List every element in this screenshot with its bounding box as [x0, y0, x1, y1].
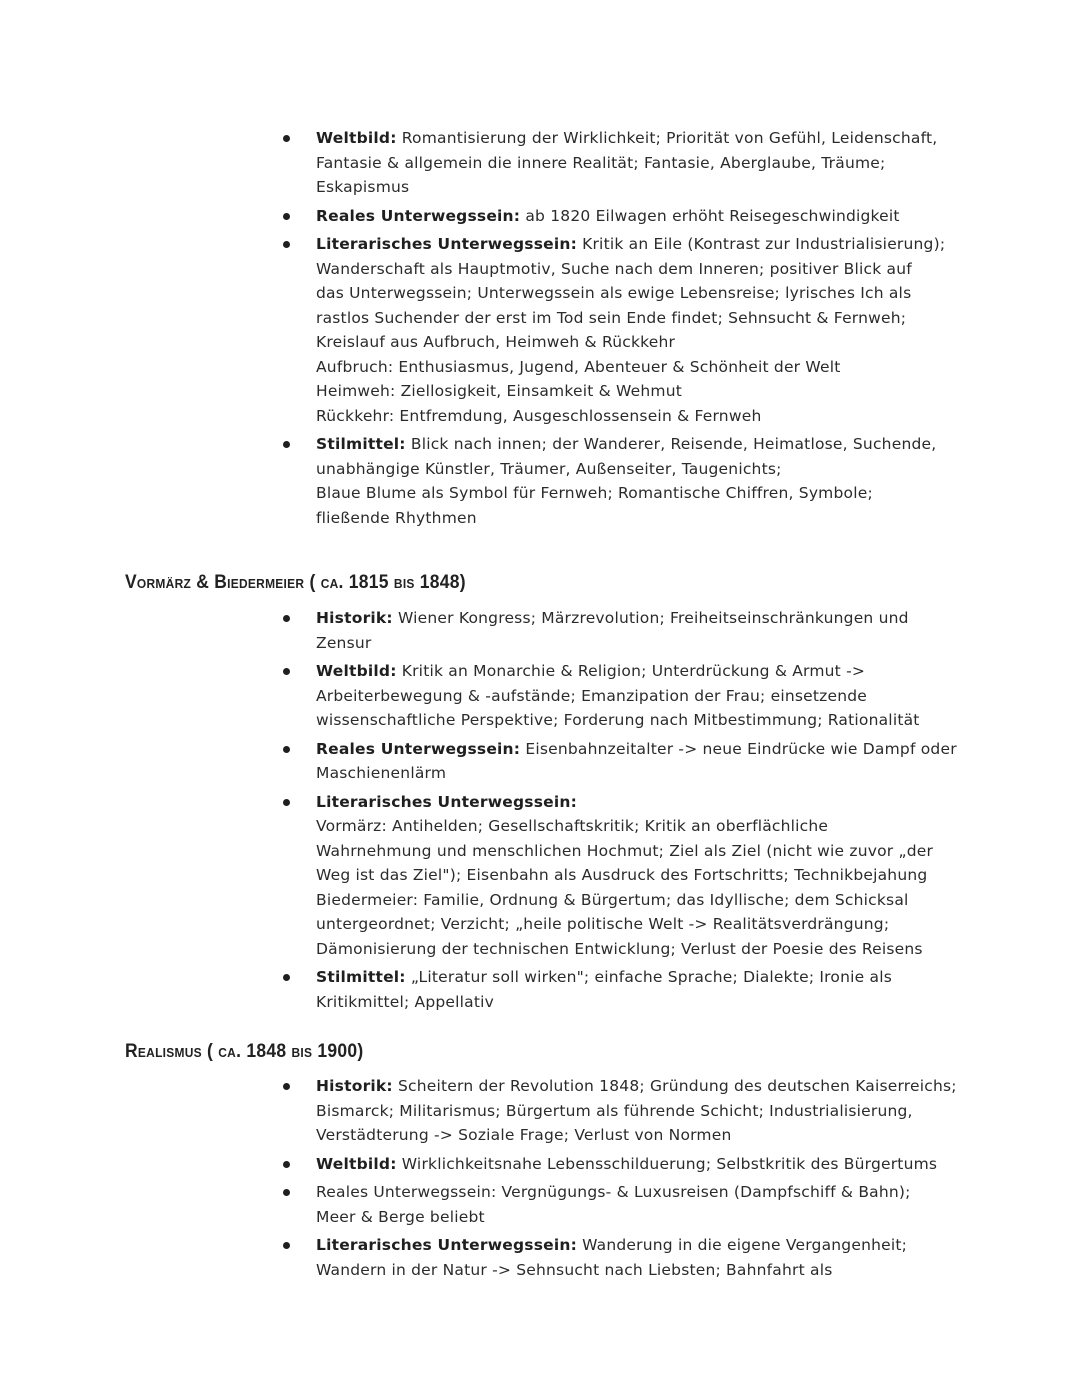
item-line: [316, 737, 980, 762]
item-line: [316, 1123, 980, 1148]
bullet-icon: [283, 615, 290, 622]
item-text: Eskapismus: [316, 178, 410, 196]
item-line: [316, 965, 980, 990]
item-text: Wahrnehmung und menschlichen Hochmut; Ziel als Ziel (nicht wie zuvor „der: [316, 841, 934, 860]
item-text: Heimweh: Ziellosigkeit, Einsamkeit & Wehmut: [316, 382, 683, 400]
item-text: Fantasie & allgemein die innere Realität; Fantasie, Aberglaube, Träume;: [316, 153, 886, 172]
item-text: Kreislauf aus Aufbruch, Heimweh & Rückkehr: [316, 333, 676, 351]
item-line: [316, 1205, 980, 1230]
item-text: Wandern in der Natur -> Sehnsucht nach Liebsten; Bahnfahrt als: [316, 1260, 833, 1279]
item-line: [316, 355, 980, 380]
list-item: [280, 1233, 980, 1282]
item-line: [316, 1152, 980, 1177]
item-text: Reales Unterwegssein: Vergnügungs- & Luxusreisen (Dampfschiff & Bahn);: [316, 1183, 911, 1201]
romantik-list: [280, 126, 980, 530]
item-text: Maschienenlärm: [316, 764, 447, 782]
list-item: [280, 1180, 980, 1229]
item-text: Wanderschaft als Hauptmotiv, Suche nach dem Inneren; positiver Blick auf: [316, 259, 912, 278]
item-term: Historik:: [316, 1077, 393, 1095]
romantik-section: [280, 126, 980, 534]
list-item: [280, 965, 980, 1014]
item-text: rastlos Suchender der erst im Tod sein Ende findet; Sehnsucht & Fernweh;: [316, 308, 907, 327]
item-line: [316, 281, 980, 306]
realismus-list: [280, 1074, 980, 1282]
item-text: Wirklichkeitsnahe Lebensschilduerung; Selbstkritik des Bürgertums: [401, 1154, 938, 1173]
item-line: [316, 790, 980, 815]
item-term: Stilmittel:: [316, 435, 406, 453]
item-text: Blaue Blume als Symbol für Fernweh; Romantische Chiffren, Symbole;: [316, 484, 873, 502]
list-item: [280, 606, 980, 655]
item-text: Blick nach innen; der Wanderer, Reisende, Heimatlose, Suchende,: [410, 435, 937, 453]
item-text: Romantisierung der Wirklichkeit; Priorität von Gefühl, Leidenschaft,: [401, 129, 938, 147]
item-line: [316, 1074, 980, 1099]
item-line: [316, 863, 980, 888]
realismus-heading: Realismus ( ca. 1848 bis 1900): [125, 1041, 364, 1062]
item-text: Wanderung in die eigene Vergangenheit;: [582, 1236, 908, 1254]
item-text: Zensur: [316, 633, 372, 652]
item-line: [316, 506, 980, 531]
list-item: [280, 204, 980, 229]
item-term: Historik:: [316, 609, 393, 627]
item-term: Reales Unterwegssein:: [316, 739, 521, 758]
item-text: Weg ist das Ziel"); Eisenbahn als Ausdruck des Fortschritts; Technikbejahung: [316, 866, 928, 884]
list-item: [280, 432, 980, 530]
item-line: [316, 257, 980, 282]
item-line: [316, 761, 980, 786]
item-term: Literarisches Unterwegssein:: [316, 1236, 577, 1254]
item-text: Wiener Kongress; Märzrevolution; Freiheitseinschränkungen und: [397, 609, 909, 627]
bullet-icon: [283, 241, 290, 248]
item-text: Aufbruch: Enthusiasmus, Jugend, Abenteuer & Schönheit der Welt: [316, 357, 841, 376]
item-line: [316, 912, 980, 937]
item-line: [316, 708, 980, 733]
item-line: [316, 481, 980, 506]
item-line: [316, 175, 980, 200]
item-line: [316, 814, 980, 839]
item-text: das Unterwegssein; Unterwegssein als ewige Lebensreise; lyrisches Ich als: [316, 284, 912, 302]
bullet-icon: [283, 799, 290, 806]
bullet-icon: [283, 974, 290, 981]
item-line: [316, 606, 980, 631]
bullet-icon: [283, 1189, 290, 1196]
item-text: untergeordnet; Verzicht; „heile politische Welt -> Realitätsverdrängung;: [316, 915, 890, 933]
bullet-icon: [283, 135, 290, 142]
item-text: Verstädterung -> Soziale Frage; Verlust von Normen: [316, 1126, 732, 1144]
item-text: „Literatur soll wirken"; einfache Sprache; Dialekte; Ironie als: [410, 968, 892, 986]
item-line: [316, 937, 980, 962]
item-line: [316, 659, 980, 684]
item-text: Arbeiterbewegung & -aufstände; Emanzipation der Frau; einsetzende: [316, 686, 868, 705]
item-text: wissenschaftliche Perspektive; Forderung nach Mitbestimmung; Rationalität: [316, 711, 920, 729]
item-line: [316, 404, 980, 429]
bullet-icon: [283, 668, 290, 675]
list-item: [280, 1074, 980, 1148]
vormaerz-section: [280, 606, 980, 1018]
item-term: Reales Unterwegssein:: [316, 206, 521, 225]
item-line: [316, 330, 980, 355]
item-line: [316, 631, 980, 656]
item-text: Kritikmittel; Appellativ: [316, 992, 495, 1011]
vormaerz-heading: Vormärz & Biedermeier ( ca. 1815 bis 1848): [125, 572, 466, 593]
list-item: [280, 790, 980, 962]
item-text: Kritik an Monarchie & Religion; Unterdrückung & Armut ->: [401, 662, 866, 680]
item-text: ab 1820 Eilwagen erhöht Reisegeschwindigkeit: [525, 206, 900, 225]
item-line: [316, 379, 980, 404]
item-term: Weltbild:: [316, 662, 397, 680]
item-term: Literarisches Unterwegssein:: [316, 235, 577, 253]
vormaerz-list: [280, 606, 980, 1014]
item-line: [316, 432, 980, 457]
item-line: [316, 1180, 980, 1205]
item-line: [316, 126, 980, 151]
bullet-icon: [283, 441, 290, 448]
item-line: [316, 306, 980, 331]
item-line: [316, 1233, 980, 1258]
list-item: [280, 659, 980, 733]
item-line: [316, 457, 980, 482]
item-line: [316, 204, 980, 229]
item-text: Scheitern der Revolution 1848; Gründung des deutschen Kaiserreichs;: [397, 1077, 957, 1095]
item-text: Dämonisierung der technischen Entwicklung; Verlust der Poesie des Reisens: [316, 939, 923, 958]
item-line: [316, 1099, 980, 1124]
item-term: Weltbild:: [316, 1154, 397, 1173]
bullet-icon: [283, 213, 290, 220]
item-line: [316, 684, 980, 709]
item-text: fließende Rhythmen: [316, 508, 477, 527]
item-line: [316, 1258, 980, 1283]
item-term: Weltbild:: [316, 129, 397, 147]
item-text: Bismarck; Militarismus; Bürgertum als führende Schicht; Industrialisierung,: [316, 1101, 913, 1120]
item-line: [316, 151, 980, 176]
item-text: Eisenbahnzeitalter -> neue Eindrücke wie Dampf oder: [525, 739, 957, 758]
item-text: Rückkehr: Entfremdung, Ausgeschlossensein & Fernweh: [316, 406, 762, 425]
realismus-section: [280, 1074, 980, 1286]
bullet-icon: [283, 746, 290, 753]
item-text: unabhängige Künstler, Träumer, Außenseiter, Taugenichts;: [316, 459, 782, 478]
item-text: Kritik an Eile (Kontrast zur Industrialisierung);: [582, 235, 946, 253]
item-line: [316, 839, 980, 864]
bullet-icon: [283, 1083, 290, 1090]
list-item: [280, 232, 980, 428]
item-line: [316, 888, 980, 913]
bullet-icon: [283, 1161, 290, 1168]
item-term: Stilmittel:: [316, 968, 406, 986]
item-line: [316, 990, 980, 1015]
item-line: [316, 232, 980, 257]
list-item: [280, 126, 980, 200]
bullet-icon: [283, 1242, 290, 1249]
item-text: Biedermeier: Familie, Ordnung & Bürgertum; das Idyllische; dem Schicksal: [316, 890, 909, 909]
list-item: [280, 737, 980, 786]
item-term: Literarisches Unterwegssein:: [316, 792, 577, 811]
list-item: [280, 1152, 980, 1177]
item-text: Vormärz: Antihelden; Gesellschaftskritik; Kritik an oberflächliche: [316, 817, 829, 835]
item-text: Meer & Berge beliebt: [316, 1207, 485, 1226]
